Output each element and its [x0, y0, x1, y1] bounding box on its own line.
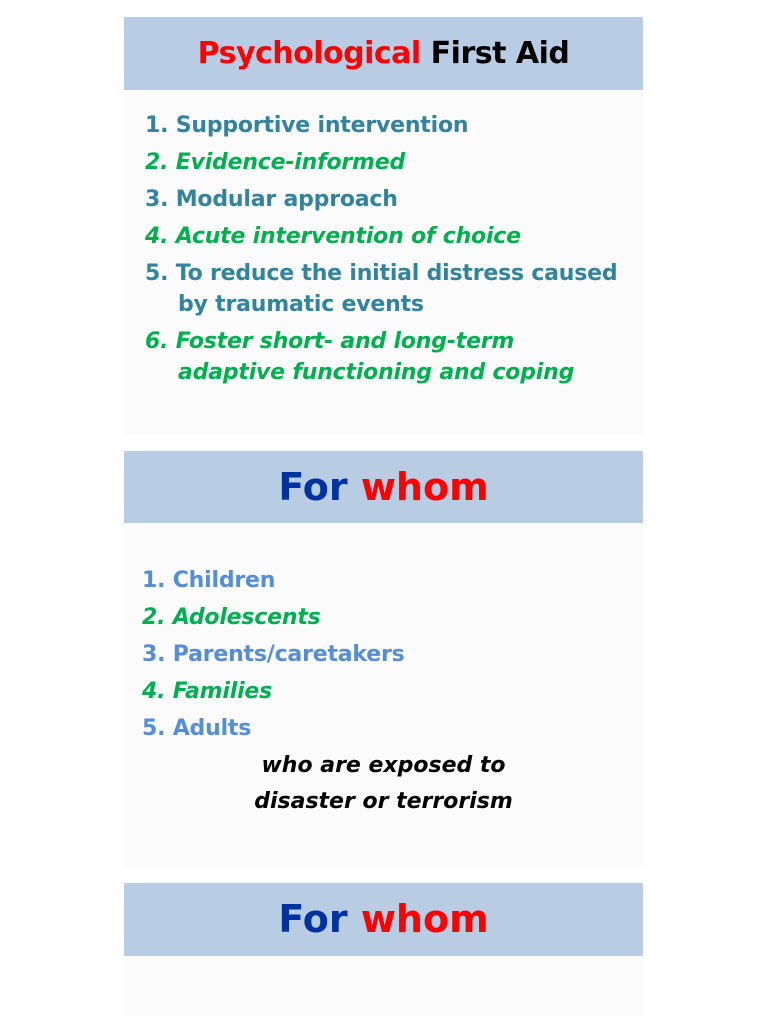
list-item: 4. Acute intervention of choice: [145, 224, 521, 249]
slide1-title: [124, 17, 643, 90]
list-item: 2. Adolescents: [142, 605, 321, 630]
closing-line-2: disaster or terrorism: [254, 789, 513, 814]
slide3-title-word2: whom: [360, 897, 489, 941]
slide2-title-word1: For: [278, 465, 348, 509]
list-item: 4. Families: [142, 679, 273, 704]
slide3-title: [124, 883, 643, 956]
list-item-continuation: adaptive functioning and coping: [178, 360, 575, 385]
list-item-continuation: by traumatic events: [178, 292, 424, 317]
list-item: 3. Parents/caretakers: [142, 642, 405, 667]
list-item: 1. Children: [142, 568, 276, 593]
slide2-title: [124, 451, 643, 523]
slide2-title-word2: whom: [360, 465, 489, 509]
list-item: 5. To reduce the initial distress caused: [145, 261, 618, 286]
closing-line-1: who are exposed to: [261, 753, 506, 778]
slide1-title-word2: First Aid: [430, 36, 570, 71]
list-item: 1. Supportive intervention: [145, 113, 469, 138]
slide1-title-word1: Psychological: [197, 36, 421, 71]
list-item: 6. Foster short- and long-term: [145, 329, 515, 354]
list-item: 3. Modular approach: [145, 187, 398, 212]
slide3-title-word1: For: [278, 897, 348, 941]
list-item: 2. Evidence-informed: [145, 150, 405, 175]
slide3-body: [124, 956, 643, 1016]
list-item: 5. Adults: [142, 716, 252, 741]
